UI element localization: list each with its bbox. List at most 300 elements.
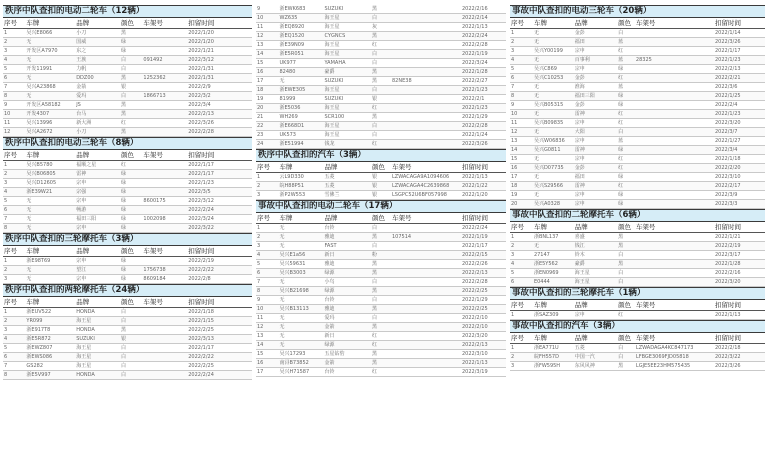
- column-header: 序号: [256, 162, 279, 173]
- table-cell: 黑: [371, 68, 391, 77]
- table-cell: 浙EWS086: [25, 353, 75, 362]
- table-cell: [635, 164, 714, 173]
- table-cell: 绿: [120, 275, 142, 284]
- table-cell: [635, 311, 714, 320]
- table-cell: 2022/1/23: [461, 86, 506, 95]
- table-cell: 百事利: [574, 56, 617, 65]
- table-cell: 无: [533, 29, 574, 38]
- table-cell: 浙P2W553: [279, 191, 324, 200]
- table-cell: 2022/2/25: [461, 287, 506, 296]
- table-cell: 红: [120, 161, 142, 170]
- table-section: [510, 287, 765, 320]
- table-cell: 钱龙: [324, 140, 372, 149]
- table-cell: 14: [510, 146, 533, 155]
- table-cell: 27147: [533, 251, 574, 260]
- column-header: 扣留时间: [714, 333, 765, 344]
- table-cell: 2022/1/29: [461, 113, 506, 122]
- table-cell: 5: [510, 65, 533, 74]
- table-cell: 金箭: [324, 323, 372, 332]
- table-cell: [142, 110, 187, 119]
- table-cell: YAMAHA: [324, 59, 372, 68]
- table-cell: [391, 305, 461, 314]
- table-cell: 2022/2/28: [461, 41, 506, 50]
- table-cell: [635, 182, 714, 191]
- table-cell: 绿: [120, 47, 142, 56]
- table-cell: 15: [256, 59, 279, 68]
- table-row: [510, 47, 765, 56]
- table-cell: [391, 296, 461, 305]
- table-cell: 11: [256, 314, 279, 323]
- table-cell: 红: [617, 182, 635, 191]
- table-cell: 2022/1/13: [714, 311, 765, 320]
- table-cell: 2022/1/20: [461, 191, 506, 200]
- table-cell: 新日: [324, 332, 372, 341]
- table-cell: 灰: [371, 23, 391, 32]
- table-cell: 1: [3, 308, 25, 317]
- table-cell: 红: [371, 341, 391, 350]
- table-cell: 吴兴H71587: [279, 368, 324, 377]
- table-row: [256, 350, 506, 359]
- table-cell: [142, 65, 187, 74]
- table-cell: 白: [371, 14, 391, 23]
- table-cell: 白: [617, 29, 635, 38]
- table-cell: 28325: [635, 56, 714, 65]
- table-row: [3, 161, 252, 170]
- table-cell: 红: [120, 119, 142, 128]
- table-cell: 2022/1/23: [714, 110, 765, 119]
- table-row: [256, 131, 506, 140]
- table-row: [510, 200, 765, 209]
- table-cell: 1: [3, 161, 25, 170]
- table-row: [3, 128, 252, 137]
- table-cell: 白: [617, 128, 635, 137]
- table-cell: CYGNCS: [324, 32, 372, 41]
- vehicle-table: [256, 162, 506, 200]
- header-row: [510, 18, 765, 29]
- table-cell: 红: [617, 74, 635, 83]
- table-cell: 吴兴G0811: [533, 146, 574, 155]
- table-cell: 金箭: [324, 359, 372, 368]
- column-header: 扣留时间: [187, 297, 252, 308]
- table-cell: 红: [617, 119, 635, 128]
- table-cell: [142, 188, 187, 197]
- table-row: [3, 344, 252, 353]
- table-row: [510, 128, 765, 137]
- table-cell: 白: [617, 344, 635, 353]
- table-cell: 6: [3, 74, 25, 83]
- table-cell: 白: [371, 86, 391, 95]
- table-cell: [391, 359, 461, 368]
- table-cell: 浙EN0969: [533, 269, 574, 278]
- table-cell: 黑: [120, 326, 142, 335]
- table-cell: 吴兴B3003: [279, 269, 324, 278]
- table-row: [256, 287, 506, 296]
- table-cell: 红: [617, 47, 635, 56]
- table-cell: 白: [371, 296, 391, 305]
- table-cell: 雷神: [75, 170, 120, 179]
- table-cell: LSGPC52U6BF057998: [391, 191, 461, 200]
- table-row: [3, 266, 252, 275]
- table-row: [510, 344, 765, 353]
- table-cell: 绿: [617, 92, 635, 101]
- table-cell: 18: [510, 182, 533, 191]
- table-cell: 2022/2/28: [461, 278, 506, 287]
- table-cell: 1756738: [142, 266, 187, 275]
- table-cell: 5: [3, 344, 25, 353]
- table-cell: 福田: [574, 38, 617, 47]
- table-cell: 吴兴A0328: [533, 200, 574, 209]
- table-cell: 7: [3, 215, 25, 224]
- table-row: [256, 251, 506, 260]
- table-cell: [635, 137, 714, 146]
- table-row: [510, 164, 765, 173]
- table-cell: 7: [510, 83, 533, 92]
- table-cell: GS282: [25, 362, 75, 371]
- table-cell: 6: [3, 206, 25, 215]
- table-cell: 金彭: [574, 74, 617, 83]
- table-cell: 开发区A7970: [25, 47, 75, 56]
- column-header: 序号: [510, 18, 533, 29]
- table-row: [256, 323, 506, 332]
- table-cell: 吴兴D12605: [25, 179, 75, 188]
- table-cell: 12: [256, 323, 279, 332]
- column-header: 扣留时间: [187, 246, 252, 257]
- table-cell: 1: [510, 233, 533, 242]
- table-row: [3, 362, 252, 371]
- table-cell: 黑: [371, 269, 391, 278]
- table-cell: 海王星: [75, 362, 120, 371]
- vehicle-table: [256, 213, 506, 377]
- table-cell: 2022/3/26: [461, 140, 506, 149]
- table-cell: 2022/1/18: [714, 155, 765, 164]
- table-cell: 爱玛: [324, 314, 372, 323]
- table-cell: 银: [371, 173, 391, 182]
- table-cell: LZWADAGA4KC847173: [635, 344, 714, 353]
- table-cell: [635, 251, 714, 260]
- table-cell: [142, 128, 187, 137]
- table-cell: 蓝: [617, 83, 635, 92]
- table-cell: 无: [279, 242, 324, 251]
- table-row: [256, 104, 506, 113]
- table-cell: 2022/2/13: [714, 65, 765, 74]
- table-cell: 无: [25, 92, 75, 101]
- table-row: [3, 101, 252, 110]
- table-cell: 海王星: [324, 14, 372, 23]
- table-row: [3, 257, 252, 266]
- table-cell: 绿: [120, 206, 142, 215]
- table-cell: 豪爵: [324, 68, 372, 77]
- table-cell: [391, 113, 461, 122]
- table-cell: SCR100: [324, 113, 372, 122]
- column-header: 颜色: [371, 162, 391, 173]
- table-cell: [142, 161, 187, 170]
- table-cell: 2022/2/16: [461, 5, 506, 14]
- table-cell: 2022/1/13: [461, 359, 506, 368]
- table-cell: 白: [371, 314, 391, 323]
- column-header: 颜色: [617, 300, 635, 311]
- table-cell: 5: [256, 260, 279, 269]
- table-cell: 吴兴B09835: [533, 119, 574, 128]
- table-cell: [391, 332, 461, 341]
- table-cell: 黑: [371, 113, 391, 122]
- table-cell: 2022/1/19: [461, 50, 506, 59]
- table-cell: 绿: [120, 224, 142, 233]
- table-cell: 白: [120, 65, 142, 74]
- table-cell: 1: [256, 224, 279, 233]
- table-cell: 2022/3/20: [714, 278, 765, 287]
- table-cell: 8: [3, 92, 25, 101]
- table-cell: 2022/3/26: [714, 38, 765, 47]
- column-header: 颜色: [617, 222, 635, 233]
- table-row: [510, 38, 765, 47]
- table-cell: 雅迪: [324, 305, 372, 314]
- table-row: [510, 269, 765, 278]
- table-cell: 宗申: [574, 47, 617, 56]
- table-cell: 9: [3, 101, 25, 110]
- table-cell: 福田: [574, 173, 617, 182]
- table-row: [3, 74, 252, 83]
- table-row: [510, 173, 765, 182]
- table-cell: JS: [75, 101, 120, 110]
- table-cell: 2022/2/8: [187, 275, 252, 284]
- table-cell: 2022/2/24: [187, 206, 252, 215]
- table-cell: 宗申: [574, 119, 617, 128]
- header-row: [256, 162, 506, 173]
- table-cell: 3: [256, 242, 279, 251]
- table-cell: 2022/2/27: [461, 77, 506, 86]
- table-cell: 海王星: [574, 269, 617, 278]
- table-cell: 无: [25, 197, 75, 206]
- table-cell: 2022/3/4: [714, 146, 765, 155]
- table-cell: 海王星: [324, 50, 372, 59]
- table-cell: 无: [533, 191, 574, 200]
- table-cell: 吴兴C10253: [533, 74, 574, 83]
- table-cell: 1: [3, 29, 25, 38]
- table-cell: 无: [279, 332, 324, 341]
- table-cell: 13: [256, 41, 279, 50]
- table-cell: 5: [3, 65, 25, 74]
- table-cell: 1: [510, 311, 533, 320]
- table-cell: 绿: [120, 197, 142, 206]
- table-section: [510, 5, 765, 209]
- table-row: [3, 170, 252, 179]
- table-row: [3, 38, 252, 47]
- table-cell: 小刀: [75, 128, 120, 137]
- table-cell: 无: [25, 224, 75, 233]
- table-cell: 无: [279, 278, 324, 287]
- table-cell: 绿: [617, 191, 635, 200]
- table-cell: 2022/2/25: [187, 362, 252, 371]
- table-cell: 82NE38: [391, 77, 461, 86]
- table-cell: 宗申: [75, 257, 120, 266]
- table-row: [510, 83, 765, 92]
- table-row: [3, 92, 252, 101]
- table-cell: [142, 29, 187, 38]
- column-header: 车架号: [142, 150, 187, 161]
- table-cell: 2: [3, 170, 25, 179]
- table-cell: 9: [510, 101, 533, 110]
- table-cell: [142, 224, 187, 233]
- table-cell: 2022/1/28: [714, 260, 765, 269]
- table-cell: [391, 59, 461, 68]
- table-cell: 红: [617, 155, 635, 164]
- table-cell: 五菱: [324, 182, 372, 191]
- table-cell: 6: [3, 353, 25, 362]
- vehicle-table: [510, 300, 765, 320]
- column-header: 序号: [256, 213, 279, 224]
- table-cell: 浙EWK683: [279, 5, 324, 14]
- table-cell: 绿: [120, 179, 142, 188]
- table-cell: [391, 5, 461, 14]
- table-cell: 黑: [371, 359, 391, 368]
- table-cell: 红: [617, 164, 635, 173]
- table-cell: 宗申: [574, 191, 617, 200]
- table-cell: 无: [279, 341, 324, 350]
- table-cell: 五菱: [324, 173, 372, 182]
- table-row: [3, 47, 252, 56]
- table-cell: 6: [256, 269, 279, 278]
- table-cell: 浙EUV522: [25, 308, 75, 317]
- table-cell: 2022/1/31: [187, 65, 252, 74]
- table-cell: 17: [256, 77, 279, 86]
- table-cell: 2022/3/10: [461, 350, 506, 359]
- table-cell: 绿源: [324, 341, 372, 350]
- table-cell: 8600175: [142, 197, 187, 206]
- table-cell: 吴兴Y00199: [533, 47, 574, 56]
- table-cell: 黑: [371, 77, 391, 86]
- table-cell: 2022/1/15: [187, 317, 252, 326]
- table-cell: 8: [3, 224, 25, 233]
- table-cell: 浙E5R051: [279, 50, 324, 59]
- table-row: [256, 233, 506, 242]
- table-cell: 2022/1/22: [461, 182, 506, 191]
- table-cell: 绿源: [324, 269, 372, 278]
- table-cell: 雷神: [574, 146, 617, 155]
- table-cell: 7: [256, 278, 279, 287]
- table-cell: LZWACAGA9A1094606: [391, 173, 461, 182]
- table-cell: E0444: [533, 278, 574, 287]
- table-cell: [391, 260, 461, 269]
- table-cell: 云L9D330: [279, 173, 324, 182]
- table-cell: 皖FH557D: [533, 353, 574, 362]
- table-row: [3, 56, 252, 65]
- column-header: 车牌: [25, 18, 75, 29]
- table-cell: 五菱: [574, 344, 617, 353]
- table-cell: 20: [256, 104, 279, 113]
- table-cell: 海王星: [324, 104, 372, 113]
- table-cell: 2022/3/10: [714, 173, 765, 182]
- vehicle-table: [3, 150, 252, 233]
- table-cell: 2022/1/17: [187, 344, 252, 353]
- table-cell: 2022/1/29: [461, 296, 506, 305]
- table-cell: 喜盛: [574, 233, 617, 242]
- table-row: [510, 29, 765, 38]
- table-row: [3, 119, 252, 128]
- column-header: 车牌: [533, 300, 574, 311]
- table-cell: 无: [533, 242, 574, 251]
- table-cell: 无: [533, 83, 574, 92]
- table-cell: [391, 341, 461, 350]
- table-cell: 浙EWZ807: [25, 344, 75, 353]
- table-cell: [391, 131, 461, 140]
- table-cell: 宗强: [75, 188, 120, 197]
- table-cell: [635, 233, 714, 242]
- table-cell: 2022/1/28: [461, 68, 506, 77]
- table-row: [3, 206, 252, 215]
- table-row: [256, 68, 506, 77]
- table-cell: 浙FW595H: [533, 362, 574, 371]
- column-header: 颜色: [617, 333, 635, 344]
- table-cell: 吴兴A23868: [25, 83, 75, 92]
- table-cell: 银: [371, 191, 391, 200]
- table-row: [256, 23, 506, 32]
- table-cell: 4: [3, 335, 25, 344]
- table-cell: 海王星: [324, 41, 372, 50]
- table-cell: 无: [533, 155, 574, 164]
- table-cell: [142, 335, 187, 344]
- table-cell: 白: [371, 59, 391, 68]
- column-header: 车架号: [142, 297, 187, 308]
- table-cell: 吴兴E8066: [25, 29, 75, 38]
- table-cell: 吴兴E1a56: [279, 251, 324, 260]
- table-cell: 雷神: [574, 110, 617, 119]
- table-cell: 2022/3/22: [714, 353, 765, 362]
- table-cell: 6: [510, 74, 533, 83]
- table-cell: 无: [25, 275, 75, 284]
- table-cell: 南浔B73852: [279, 359, 324, 368]
- table-row: [256, 5, 506, 14]
- table-cell: [635, 29, 714, 38]
- table-cell: [635, 128, 714, 137]
- table-cell: 5: [510, 269, 533, 278]
- table-cell: 10: [256, 14, 279, 23]
- table-row: [510, 278, 765, 287]
- table-cell: HONDA: [75, 371, 120, 380]
- table-cell: 1252362: [142, 74, 187, 83]
- table-cell: 宗申: [574, 311, 617, 320]
- table-cell: 2022/2/28: [461, 122, 506, 131]
- table-cell: 11: [3, 119, 25, 128]
- table-cell: 无: [279, 233, 324, 242]
- table-cell: [391, 278, 461, 287]
- header-row: [3, 150, 252, 161]
- table-cell: FAST: [324, 242, 372, 251]
- table-cell: 白: [371, 278, 391, 287]
- table-cell: 黑: [120, 29, 142, 38]
- table-cell: 82480: [279, 68, 324, 77]
- table-cell: 19: [256, 95, 279, 104]
- table-cell: 金彭: [574, 29, 617, 38]
- table-cell: 2022/3/12: [187, 197, 252, 206]
- table-cell: 2022/1/13: [461, 23, 506, 32]
- table-cell: 15: [256, 350, 279, 359]
- table-cell: LFBGE3069FJD05818: [635, 353, 714, 362]
- table-cell: [391, 122, 461, 131]
- table-cell: 黑: [617, 233, 635, 242]
- table-cell: [142, 206, 187, 215]
- table-cell: 2: [510, 242, 533, 251]
- table-cell: 蓝: [617, 137, 635, 146]
- table-cell: [391, 287, 461, 296]
- table-cell: 金彭: [574, 164, 617, 173]
- table-cell: 无: [533, 92, 574, 101]
- table-cell: 吴兴B21698: [279, 287, 324, 296]
- table-row: [3, 197, 252, 206]
- table-cell: 091492: [142, 56, 187, 65]
- table-cell: 白: [617, 278, 635, 287]
- table-cell: 绿: [120, 257, 142, 266]
- table-cell: 2022/1/17: [187, 161, 252, 170]
